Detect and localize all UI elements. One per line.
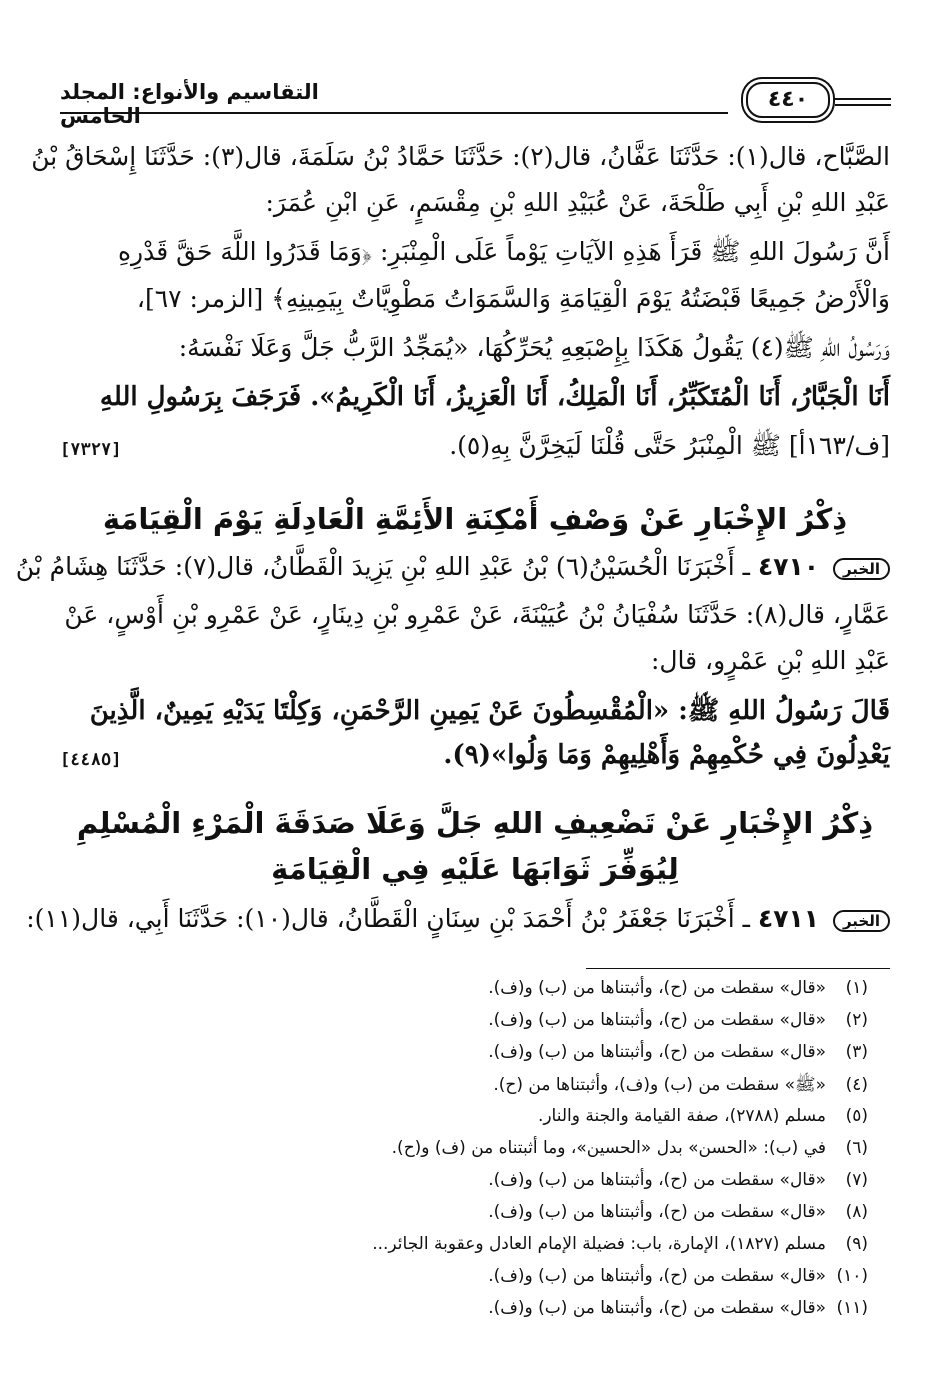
chapter-heading: ذِكْرُ الإِخْبَارِ عَنْ وَصْفِ أَمْكِنَةِ الأَئِمَّةِ الْعَادِلَةِ يَوْمَ الْقِيَامَةِ: [102, 502, 848, 536]
hadith-text: ـ أَخْبَرَنَا الْحُسَيْنُ(٦) بْنُ عَبْدِ اللهِ بْنِ يَزِيدَ الْقَطَّانُ، قال(٧): حَدَّثَنَا هِشَامُ بْنُ: [15, 552, 750, 581]
hadith-4711-line: [26, 904, 890, 933]
text-line: أَنَّ رَسُولَ اللهِ ﷺ قَرَأَ هَذِهِ الآيَاتِ يَوْماً عَلَى الْمِنْبَرِ: ﴿وَمَا قَدَرُوا اللَّهَ حَقَّ قَدْرِهِ: [117, 237, 890, 266]
footnote: (١٠)«قال» سقطت من (ح)، وأثبتناها من (ب) و(ف).: [488, 1266, 868, 1286]
footnote: (٢)«قال» سقطت من (ح)، وأثبتناها من (ب) و(ف).: [488, 1010, 868, 1030]
footnote: (١)«قال» سقطت من (ح)، وأثبتناها من (ب) و(ف).: [488, 978, 868, 998]
header-rule: [60, 112, 728, 114]
footnote: (٧)«قال» سقطت من (ح)، وأثبتناها من (ب) و(ف).: [488, 1170, 868, 1190]
chapter-heading: ذِكْرُ الإِخْبَارِ عَنْ تَضْعِيفِ اللهِ جَلَّ وَعَلَا صَدَقَةَ الْمَرْءِ الْمُسْلِمِ: [76, 806, 874, 840]
hadith-number: ٤٧١١: [757, 904, 819, 933]
footnote: (١١)«قال» سقطت من (ح)، وأثبتناها من (ب) و(ف).: [488, 1298, 868, 1318]
header-rule-right-bottom: [835, 104, 891, 106]
text-line: وَالْأَرْضُ جَمِيعًا قَبْضَتُهُ يَوْمَ الْقِيَامَةِ وَالسَّمَوَاتُ مَطْوِيَّاتٌ بِيَمِينِهِ﴾ [الزمر: ٦٧]،: [136, 284, 890, 313]
hadith-reference: [٧٣٢٧]: [60, 440, 122, 460]
text-line: وَرَسُولُ اللهِ ﷺ(٤) يَقُولُ هَكَذَا بِإِصْبَعِهِ يُحَرِّكُهَا، «يُمَجِّدُ الرَّبُّ جَلَّ وَعَلَا نَفْسَهُ:: [178, 333, 890, 362]
text-line: عَمَّارٍ، قال(٨): حَدَّثَنَا سُفْيَانُ بْنُ عُيَيْنَةَ، عَنْ عَمْرِو بْنِ دِينَارٍ، عَنْ عَمْرِو بْنِ أَوْسٍ، عَنْ: [64, 600, 890, 629]
running-title: التقاسيم والأنواع: المجلد الخامس: [60, 80, 319, 128]
text-line: [ف/١٦٣أ] ﷺ الْمِنْبَرُ حَتَّى قُلْنَا لَيَخِرَّنَّ بِهِ(٥).: [449, 431, 890, 460]
footnote-separator: [586, 968, 890, 969]
hadith-4710-line: [15, 552, 890, 581]
footnote: (٦)في (ب): «الحسن» بدل «الحسين»، وما أثبتناه من (ف) و(ح).: [391, 1138, 868, 1158]
footnote: (٨)«قال» سقطت من (ح)، وأثبتناها من (ب) و(ف).: [488, 1202, 868, 1222]
hadith-reference: [٤٤٨٥]: [60, 750, 122, 770]
text-line-emphasis: أَنَا الْجَبَّارُ، أَنَا الْمُتَكَبِّرُ، أَنَا الْمَلِكُ، أَنَا الْعَزِيزُ، أَنَا الْكَرِيمُ». فَرَجَفَ بِرَسُولِ اللهِ: [99, 382, 890, 412]
text-line: عَبْدِ اللهِ بْنِ أَبِي طَلْحَةَ، عَنْ عُبَيْدِ اللهِ بْنِ مِقْسَمٍ، عَنِ ابْنِ عُمَرَ:: [265, 188, 890, 217]
text-line-emphasis: قَالَ رَسُولُ اللهِ ﷺ: «الْمُقْسِطُونَ عَنْ يَمِينِ الرَّحْمَنِ، وَكِلْتَا يَدَيْهِ يَمِينٌ، الَّذِينَ: [89, 696, 890, 726]
text-line-emphasis: يَعْدِلُونَ فِي حُكْمِهِمْ وَأَهْلِيهِمْ وَمَا وَلُوا»(٩).: [443, 740, 890, 770]
text-line: الصَّبَّاح، قال(١): حَدَّثَنَا عَفَّانُ، قال(٢): حَدَّثَنَا حَمَّادُ بْنُ سَلَمَةَ، قال(٣): حَدَّثَنَا إِسْحَاقُ بْنُ: [31, 142, 890, 171]
page-number: ٤٤٠: [746, 82, 830, 118]
chapter-heading-continued: لِيُوَفِّرَ ثَوَابَهَا عَلَيْهِ فِي الْقِيَامَةِ: [271, 852, 679, 886]
footnote: (٥)مسلم (٢٧٨٨)، صفة القيامة والجنة والنار.: [537, 1106, 868, 1126]
hadith-text: ـ أَخْبَرَنَا جَعْفَرُ بْنُ أَحْمَدَ بْنِ سِنَانٍ الْقَطَّانُ، قال(١٠): حَدَّثَنَا أَبِي، قال(١١):: [26, 904, 750, 933]
footnote: (٣)«قال» سقطت من (ح)، وأثبتناها من (ب) و(ف).: [488, 1042, 868, 1062]
header-rule-right-top: [835, 98, 891, 100]
footnote: (٩)مسلم (١٨٢٧)، الإمارة، باب: فضيلة الإمام العادل وعقوبة الجائر...: [372, 1234, 868, 1254]
hadith-badge: الخبر: [833, 558, 890, 580]
page-header: [60, 78, 890, 128]
hadith-number: ٤٧١٠: [757, 552, 819, 581]
footnote: (٤)«ﷺ» سقطت من (ب) و(ف)، وأثبتناها من (ح).: [493, 1075, 868, 1095]
text-line: عَبْدِ اللهِ بْنِ عَمْرٍو، قال:: [650, 646, 890, 675]
hadith-badge: الخبر: [833, 910, 890, 932]
